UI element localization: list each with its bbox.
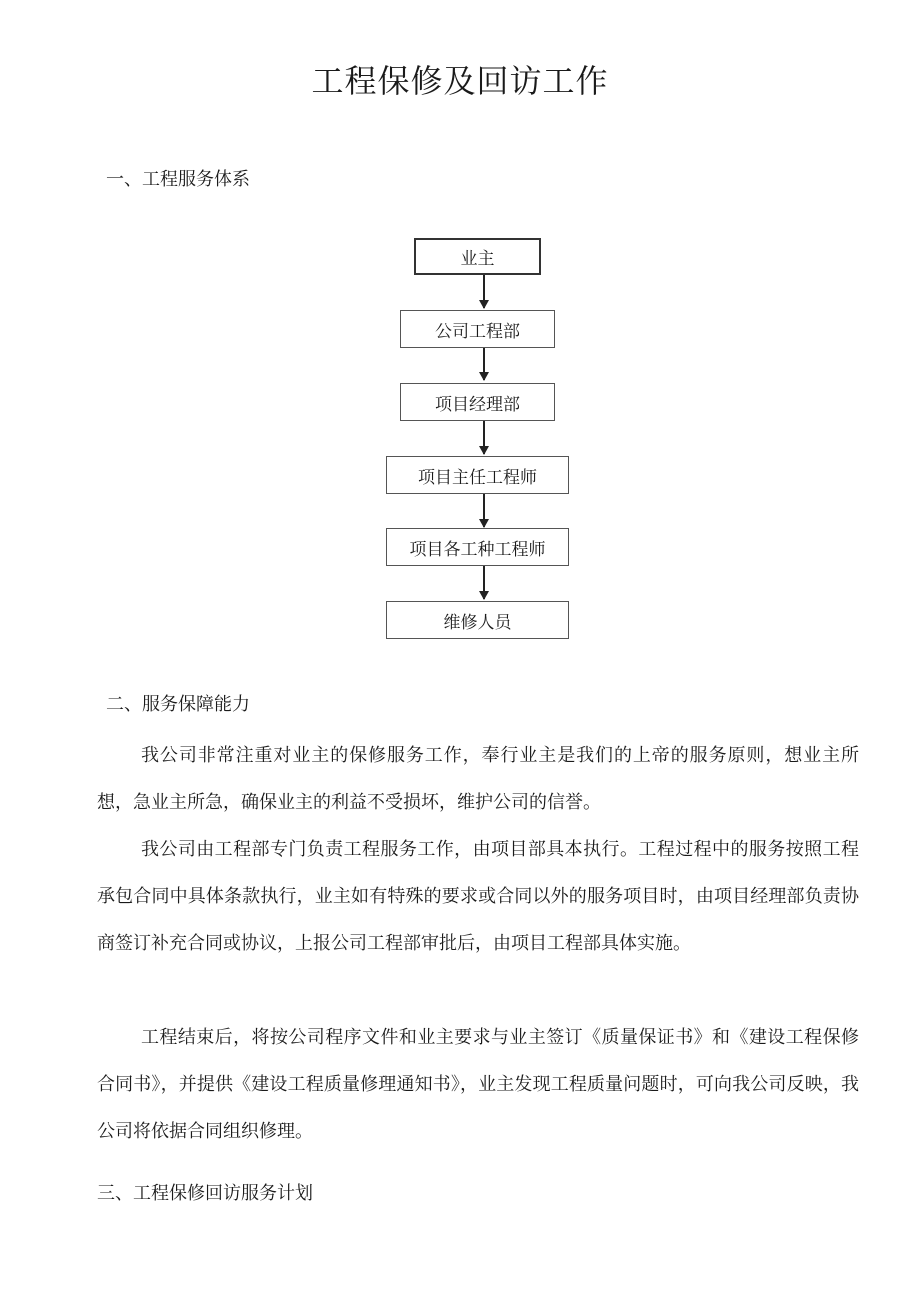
org-node-project-manager-dept: 项目经理部 (400, 383, 555, 421)
org-chart (380, 232, 580, 644)
org-arrow-connector (483, 566, 485, 599)
section-heading-service-capability: 二、服务保障能力 (106, 694, 250, 715)
section-heading-service-system: 一、工程服务体系 (106, 169, 250, 190)
org-arrow-connector (483, 421, 485, 454)
org-node-company-engineering-dept: 公司工程部 (400, 310, 555, 348)
document-title: 工程保修及回访工作 (311, 62, 609, 100)
org-node-maintenance-staff: 维修人员 (386, 601, 569, 639)
org-node-chief-engineer: 项目主任工程师 (386, 456, 569, 494)
org-arrow-connector (483, 275, 485, 308)
org-node-owner: 业主 (414, 238, 541, 275)
org-node-trade-engineers: 项目各工种工程师 (386, 528, 569, 566)
org-arrow-connector (483, 494, 485, 527)
org-arrow-connector (483, 348, 485, 380)
section-heading-warranty-plan: 三、工程保修回访服务计划 (97, 1183, 313, 1204)
paragraph-service-principle: 我公司非常注重对业主的保修服务工作，奉行业主是我们的上帝的服务原则，想业主所想，急业主所急，确保业主的利益不受损坏，维护公司的信誉。 (97, 745, 859, 813)
paragraph-warranty-agreement: 工程结束后，将按公司程序文件和业主要求与业主签订《质量保证书》和《建设工程保修合同书》，并提供《建设工程质量修理通知书》，业主发现工程质量问题时，可向我公司反映，我公司将依据合同组织修理。 (97, 1027, 859, 1142)
paragraph-service-execution: 我公司由工程部专门负责工程服务工作，由项目部具本执行。工程过程中的服务按照工程承包合同中具体条款执行，业主如有特殊的要求或合同以外的服务项目时，由项目经理部负责协商签订补充合同或协议，上报公司工程部审批后，由项目工程部具体实施。 (97, 839, 859, 954)
